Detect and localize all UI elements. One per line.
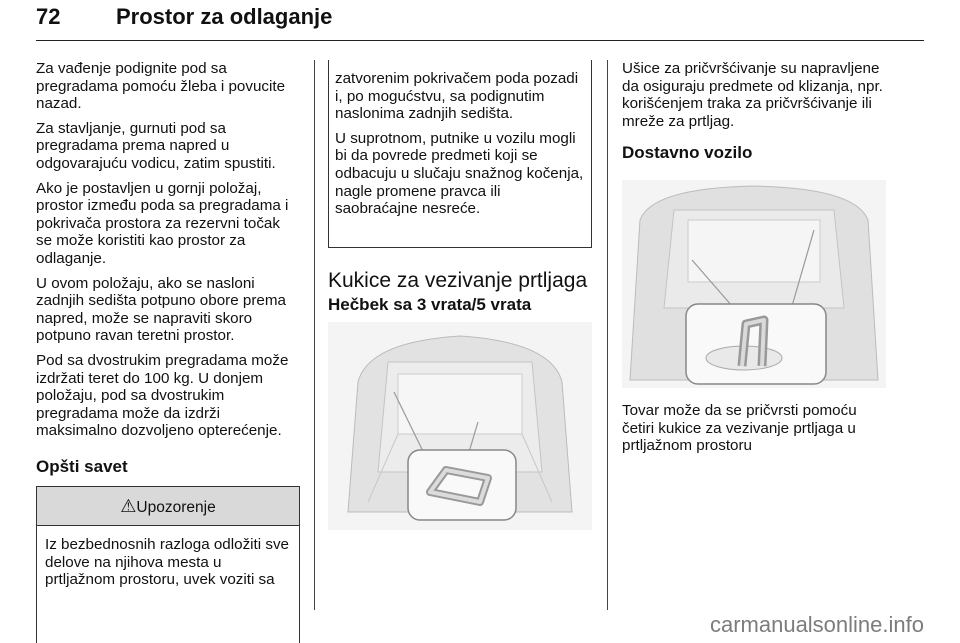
header-rule <box>36 40 924 41</box>
right-column <box>622 60 890 162</box>
watermark: carmanualsonline.info <box>709 612 924 637</box>
page-number: 72 <box>36 4 61 29</box>
warning-triangle-icon: ⚠ <box>120 496 137 516</box>
column-divider-1 <box>314 60 315 610</box>
paragraph: zatvorenim pokrivačem poda pozadi i, po mogućstvu, sa podignutim naslonima zadnjih sedišta. <box>335 70 579 123</box>
subheading-general-advice: Opšti savet <box>36 456 128 476</box>
paragraph: Za vađenje podignite pod sa pregradama pomoću žleba i povucite nazad. <box>36 60 286 113</box>
paragraph: U ovom položaju, ako se nasloni zadnjih sedišta potpuno obore prema napred, može se napraviti skoro potpuno ravan teretni prostor. <box>36 274 286 345</box>
section-title: Kukice za vezivanje prtljaga <box>328 269 588 292</box>
section-subtitle: Hečbek sa 3 vrata/5 vrata <box>328 294 532 314</box>
warning-header <box>37 487 299 526</box>
hatchback-trunk-illustration <box>328 322 592 530</box>
warning-title: Upozorenje <box>136 499 216 516</box>
warning-body: Iz bezbednosnih razloga odložiti sve delove na njihova mesta u prtljažnom prostoru, uvek voziti sa <box>45 536 289 589</box>
paragraph: U suprotnom, putnike u vozilu mogli bi da povrede predmeti koji se odbacuju u slučaju snažnog kočenja, nagle promene pravca ili saobraćajne nesreće. <box>335 129 584 218</box>
subheading-delivery-van: Dostavno vozilo <box>622 143 753 163</box>
paragraph: Za stavljanje, gurnuti pod sa pregradama prema napred u odgovarajuću vodicu, zatim spustiti. <box>36 119 276 172</box>
paragraph: Pod sa dvostrukim pregradama može izdržati teret do 100 kg. U donjem položaju, pod sa dvostrukim pregradama može da izdrži maksimalno dozvoljeno opterećenje. <box>36 351 289 440</box>
hatchback-trunk-figure <box>328 322 592 530</box>
warning-box <box>36 486 300 643</box>
paragraph: Ušice za pričvršćivanje su napravljene da osiguraju predmete od klizanja, npr. korišćenjem traka za pričvršćivanje ili mreže za prtljag. <box>622 60 883 130</box>
warning-box-continued <box>328 60 592 248</box>
right-caption-block <box>622 402 890 462</box>
page-title: Prostor za odlaganje <box>116 4 333 29</box>
middle-column <box>328 254 596 325</box>
figure-caption: Tovar može da se pričvrsti pomoću četiri kukice za vezivanje prtljaga u prtljažnom prostoru <box>622 402 857 455</box>
left-column <box>36 60 300 475</box>
paragraph: Ako je postavljen u gornji položaj, prostor između poda sa pregradama i pokrivača prostora za rezervni točak se može koristiti kao prostor za odlaganje. <box>36 179 289 267</box>
van-trunk-illustration <box>622 180 886 388</box>
van-trunk-figure <box>622 180 886 388</box>
column-divider-2 <box>607 60 608 610</box>
